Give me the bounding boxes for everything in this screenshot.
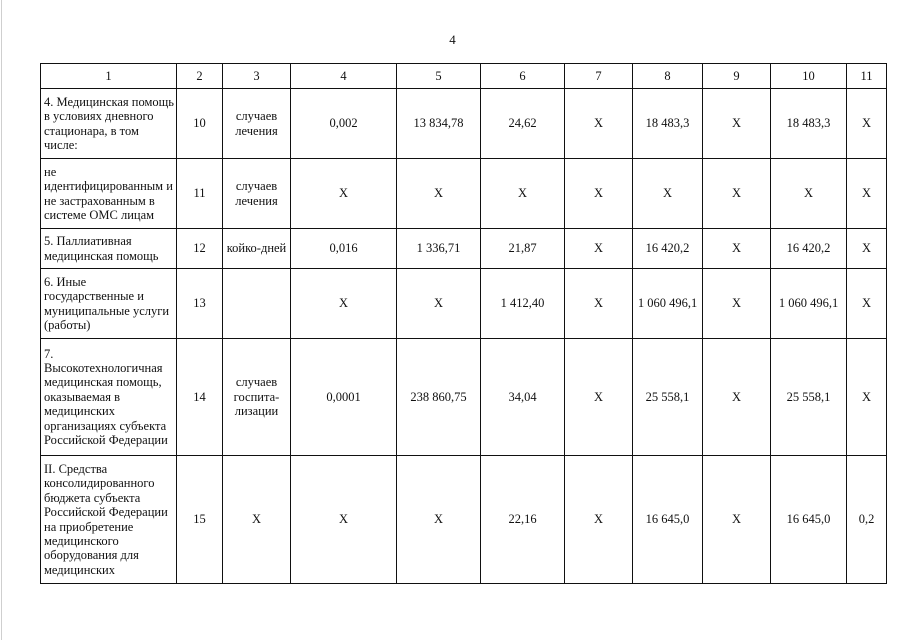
table-cell: 16 420,2	[771, 229, 847, 269]
column-header: 4	[291, 64, 397, 89]
table-cell: X	[703, 269, 771, 339]
column-header: 9	[703, 64, 771, 89]
table-cell: 12	[177, 229, 223, 269]
table-cell: 16 645,0	[633, 456, 703, 584]
table-cell: X	[847, 269, 887, 339]
table-cell: 0,2	[847, 456, 887, 584]
table-cell: X	[847, 229, 887, 269]
row-name-cell: II. Средства консолидированного бюджета субъекта Российской Федерации на приобретение медицинского оборудования для медицинских	[41, 456, 177, 584]
page-left-edge	[1, 0, 2, 640]
column-header: 3	[223, 64, 291, 89]
table-cell: X	[291, 269, 397, 339]
table-cell: X	[703, 456, 771, 584]
row-name-cell: 4. Медицинская помощь в условиях дневного стационара, в том числе:	[41, 89, 177, 159]
table-cell: 1 412,40	[481, 269, 565, 339]
row-name-cell: 5. Паллиативная медицинская помощь	[41, 229, 177, 269]
table-cell: X	[565, 456, 633, 584]
table-row	[41, 229, 887, 269]
table-cell: X	[291, 159, 397, 229]
table-cell: 15	[177, 456, 223, 584]
table-cell: 1 060 496,1	[771, 269, 847, 339]
table-cell: X	[565, 159, 633, 229]
table-cell: случаев лечения	[223, 159, 291, 229]
table-cell: X	[703, 229, 771, 269]
document-table	[40, 63, 887, 584]
column-header: 5	[397, 64, 481, 89]
table-cell: 13	[177, 269, 223, 339]
table-cell: 0,002	[291, 89, 397, 159]
table-cell: X	[771, 159, 847, 229]
table-cell: X	[397, 159, 481, 229]
table-row	[41, 456, 887, 584]
row-name-cell: 7. Высокотехнологичная медицинская помощь, оказываемая в медицинских организациях субъекта Российской Федерации	[41, 339, 177, 456]
table-cell: 10	[177, 89, 223, 159]
table-cell: X	[565, 229, 633, 269]
table-cell: X	[565, 269, 633, 339]
table-cell: 25 558,1	[771, 339, 847, 456]
table-cell: 0,0001	[291, 339, 397, 456]
table-cell: случаев госпита-лизации	[223, 339, 291, 456]
table-row	[41, 89, 887, 159]
column-header: 7	[565, 64, 633, 89]
table-cell: 14	[177, 339, 223, 456]
table-row	[41, 339, 887, 456]
column-header: 8	[633, 64, 703, 89]
table-cell: X	[847, 339, 887, 456]
column-header: 11	[847, 64, 887, 89]
table-cell: 24,62	[481, 89, 565, 159]
table-cell: X	[703, 339, 771, 456]
table-cell: X	[223, 456, 291, 584]
table-cell: X	[565, 339, 633, 456]
table-cell: 21,87	[481, 229, 565, 269]
table-cell: X	[847, 89, 887, 159]
table-cell: 16 420,2	[633, 229, 703, 269]
table-cell: 1 336,71	[397, 229, 481, 269]
row-name-cell: не идентифицированным и не застрахованным в системе ОМС лицам	[41, 159, 177, 229]
table-cell: X	[633, 159, 703, 229]
table-cell: 13 834,78	[397, 89, 481, 159]
column-header: 10	[771, 64, 847, 89]
table-row	[41, 159, 887, 229]
table-cell: X	[397, 269, 481, 339]
table-cell: 34,04	[481, 339, 565, 456]
table-cell: 18 483,3	[633, 89, 703, 159]
column-header: 1	[41, 64, 177, 89]
table-header-row	[41, 64, 887, 89]
table-cell: случаев лечения	[223, 89, 291, 159]
table-cell: 18 483,3	[771, 89, 847, 159]
table-cell: X	[397, 456, 481, 584]
table-cell: X	[703, 159, 771, 229]
column-header: 2	[177, 64, 223, 89]
table-cell: 11	[177, 159, 223, 229]
table-cell: 25 558,1	[633, 339, 703, 456]
table-cell: X	[847, 159, 887, 229]
table-cell: X	[291, 456, 397, 584]
table-cell: X	[565, 89, 633, 159]
column-header: 6	[481, 64, 565, 89]
table-cell: X	[703, 89, 771, 159]
table-cell: 16 645,0	[771, 456, 847, 584]
row-name-cell: 6. Иные государственные и муниципальные услуги (работы)	[41, 269, 177, 339]
table-cell: 238 860,75	[397, 339, 481, 456]
table-cell: койко-дней	[223, 229, 291, 269]
table-row	[41, 269, 887, 339]
table-cell	[223, 269, 291, 339]
page-number: 4	[449, 32, 456, 47]
table-cell: X	[481, 159, 565, 229]
table-cell: 22,16	[481, 456, 565, 584]
table-cell: 1 060 496,1	[633, 269, 703, 339]
table-cell: 0,016	[291, 229, 397, 269]
